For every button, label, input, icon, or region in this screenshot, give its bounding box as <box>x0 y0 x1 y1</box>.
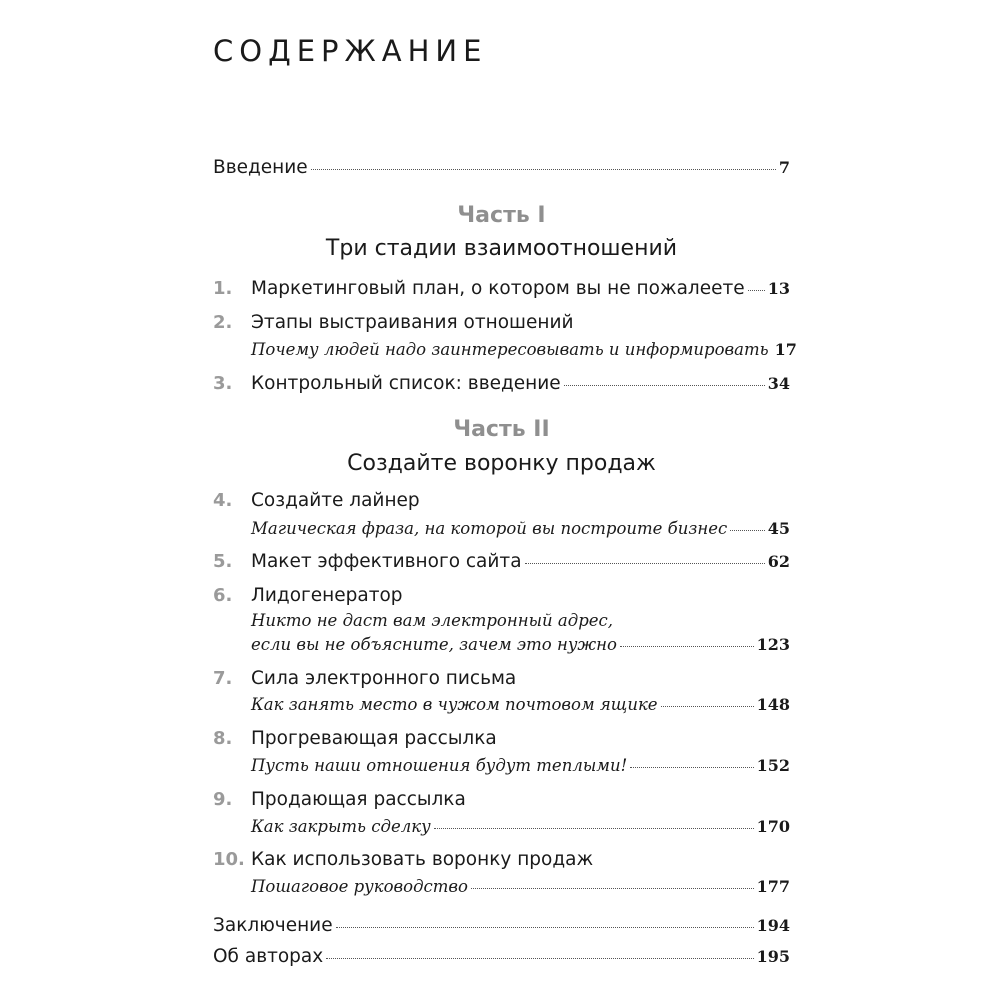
dot-leader <box>434 828 754 829</box>
page-number: 13 <box>767 279 790 298</box>
dot-leader <box>471 888 754 889</box>
page-number: 148 <box>756 695 790 714</box>
toc-entry-chapter-1[interactable] <box>251 276 790 302</box>
dot-leader <box>336 927 754 928</box>
dot-leader <box>730 530 764 531</box>
toc-entry-chapter-6-title[interactable]: Лидогенератор <box>251 585 403 606</box>
toc-entry-chapter-5[interactable] <box>251 549 790 575</box>
toc-entry-chapter-10[interactable] <box>251 874 790 900</box>
chapter-number: 6. <box>213 585 233 606</box>
toc-entry-chapter-10-title[interactable]: Как использовать воронку продаж <box>251 849 594 870</box>
entry-subtitle: Как занять место в чужом почтовом ящике <box>251 695 658 714</box>
toc-entry-chapter-4-title[interactable]: Создайте лайнер <box>251 490 420 511</box>
chapter-number: 4. <box>213 490 233 511</box>
dot-leader <box>311 169 776 170</box>
chapter-number: 9. <box>213 789 233 810</box>
dot-leader <box>620 646 754 647</box>
chapter-number: 7. <box>213 668 233 689</box>
entry-subtitle: Пошаговое руководство <box>251 877 468 896</box>
page-title: СОДЕРЖАНИЕ <box>213 34 488 68</box>
toc-entry-chapter-4[interactable] <box>251 516 790 542</box>
toc-entry-chapter-7[interactable] <box>251 692 790 718</box>
toc-entry-chapter-6[interactable] <box>251 632 790 658</box>
page-number: 123 <box>756 635 790 654</box>
dot-leader <box>630 767 753 768</box>
entry-subtitle: Почему людей надо заинтересовывать и информировать <box>251 340 769 359</box>
chapter-number: 5. <box>213 551 233 572</box>
dot-leader <box>525 563 765 564</box>
toc-entry-chapter-9[interactable] <box>251 814 790 840</box>
page-number: 194 <box>756 916 790 935</box>
chapter-number: 8. <box>213 728 233 749</box>
chapter-number: 1. <box>213 278 233 299</box>
toc-entry-chapter-8[interactable] <box>251 753 790 779</box>
page-number: 45 <box>767 519 790 538</box>
page-number: 34 <box>767 374 790 393</box>
toc-entry-chapter-8-title[interactable]: Прогревающая рассылка <box>251 728 497 749</box>
page-number: 152 <box>756 756 790 775</box>
toc-entry-intro[interactable] <box>213 155 790 181</box>
chapter-number: 3. <box>213 373 233 394</box>
page-number: 62 <box>767 552 790 571</box>
entry-subtitle: Магическая фраза, на которой вы построите бизнес <box>251 519 728 538</box>
chapter-number: 10. <box>213 849 245 870</box>
toc-entry-chapter-7-title[interactable]: Сила электронного письма <box>251 668 517 689</box>
dot-leader <box>661 706 754 707</box>
part-2-title: Создайте воронку продаж <box>347 451 656 476</box>
entry-title: Введение <box>213 157 308 178</box>
toc-entry-chapter-2-title[interactable]: Этапы выстраивания отношений <box>251 312 574 333</box>
chapter-number: 2. <box>213 312 233 333</box>
entry-subtitle: Никто не даст вам электронный адрес, <box>251 611 614 630</box>
page-number: 170 <box>756 817 790 836</box>
dot-leader <box>564 385 765 386</box>
entry-title: Макет эффективного сайта <box>251 551 522 572</box>
toc-entry-chapter-3[interactable] <box>251 371 790 397</box>
entry-title: Контрольный список: введение <box>251 373 561 394</box>
toc-entry-authors[interactable] <box>213 944 790 970</box>
entry-title: Маркетинговый план, о котором вы не пожалеете <box>251 278 745 299</box>
part-2-label: Часть II <box>453 417 550 442</box>
toc-entry-chapter-2[interactable] <box>251 337 797 363</box>
entry-title: Об авторах <box>213 946 324 967</box>
part-1-label: Часть I <box>457 203 546 228</box>
entry-subtitle: Пусть наши отношения будут теплыми! <box>251 756 628 775</box>
toc-entry-chapter-9-title[interactable]: Продающая рассылка <box>251 789 466 810</box>
entry-subtitle: если вы не объясните, зачем это нужно <box>251 635 617 654</box>
toc-page <box>213 0 797 1000</box>
page-number: 177 <box>756 877 790 896</box>
page-number: 195 <box>756 947 790 966</box>
page-number: 7 <box>778 158 790 177</box>
dot-leader <box>748 290 765 291</box>
dot-leader <box>326 958 753 959</box>
entry-title: Заключение <box>213 915 333 936</box>
toc-entry-conclusion[interactable] <box>213 913 790 939</box>
entry-subtitle: Как закрыть сделку <box>251 817 431 836</box>
part-1-title: Три стадии взаимоотношений <box>325 236 678 261</box>
page-number: 17 <box>774 340 797 359</box>
